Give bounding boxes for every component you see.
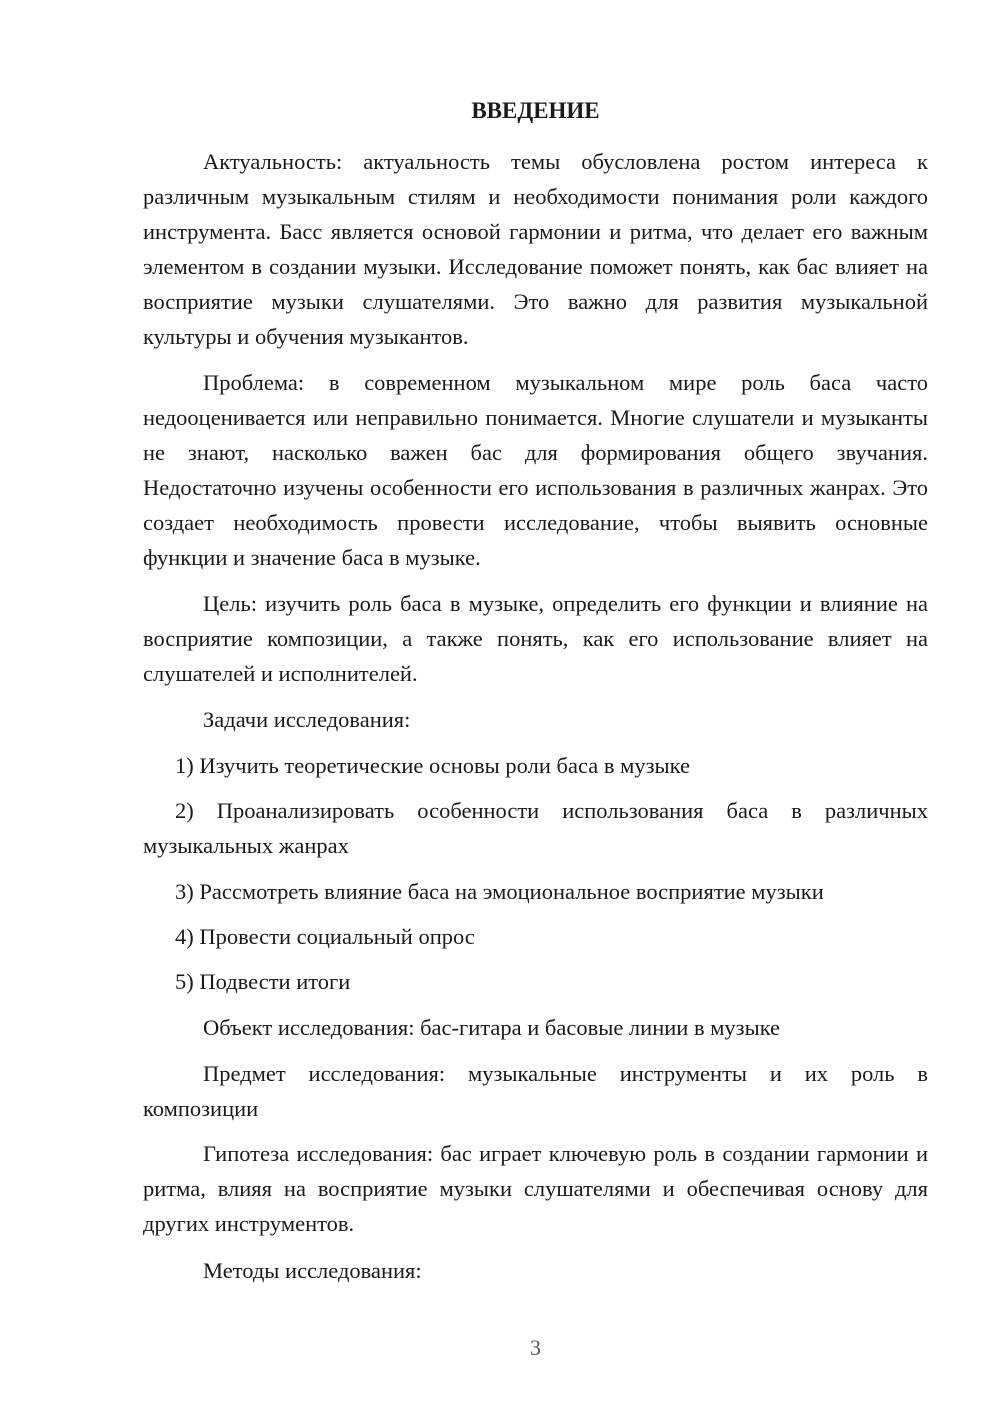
page-number: 3 <box>530 1335 541 1360</box>
task-item-4: 4) Провести социальный опрос <box>175 924 475 949</box>
task-item-1: 1) Изучить теоретические основы роли баса в музыке <box>175 753 690 778</box>
tasks-heading: Задачи исследования: <box>203 707 411 732</box>
goal-paragraph: Цель: изучить роль баса в музыке, определить его функции и влияние на восприятие композиции, а также понять, как его использование влияет на слушателей и исполнителей. <box>143 591 928 686</box>
object-paragraph: Объект исследования: бас-гитара и басовые линии в музыке <box>203 1015 781 1040</box>
task-item-2: 2) Проанализировать особенности использования баса в различных музыкальных жанрах <box>143 798 928 858</box>
subject-paragraph: Предмет исследования: музыкальные инструменты и их роль в композиции <box>143 1061 928 1121</box>
task-item-3: 3) Рассмотреть влияние баса на эмоциональное восприятие музыки <box>175 879 824 904</box>
hypothesis-paragraph: Гипотеза исследования: бас играет ключевую роль в создании гармонии и ритма, влияя на восприятие музыки слушателями и обеспечивая основу для других инструментов. <box>143 1141 928 1236</box>
problem-paragraph: Проблема: в современном музыкальном мире роль баса часто недооценивается или неправильно понимается. Многие слушатели и музыканты не знают, насколько важен бас для формирования общего звучания. Недостаточно изучены особенности его использования в различных жанрах. Это создает необходимость провести исследование, чтобы выявить основные функции и значение баса в музыке. <box>143 370 928 570</box>
task-item-5: 5) Подвести итоги <box>175 969 351 994</box>
methods-heading: Методы исследования: <box>203 1258 422 1283</box>
page-title: ВВЕДЕНИЕ <box>471 98 600 123</box>
relevance-paragraph: Актуальность: актуальность темы обусловлена ростом интереса к различным музыкальным стилям и необходимости понимания роли каждого инструмента. Басс является основой гармонии и ритма, что делает его важным элементом в создании музыки. Исследование поможет понять, как бас влияет на восприятие музыки слушателями. Это важно для развития музыкальной культуры и обучения музыкантов. <box>143 149 928 349</box>
